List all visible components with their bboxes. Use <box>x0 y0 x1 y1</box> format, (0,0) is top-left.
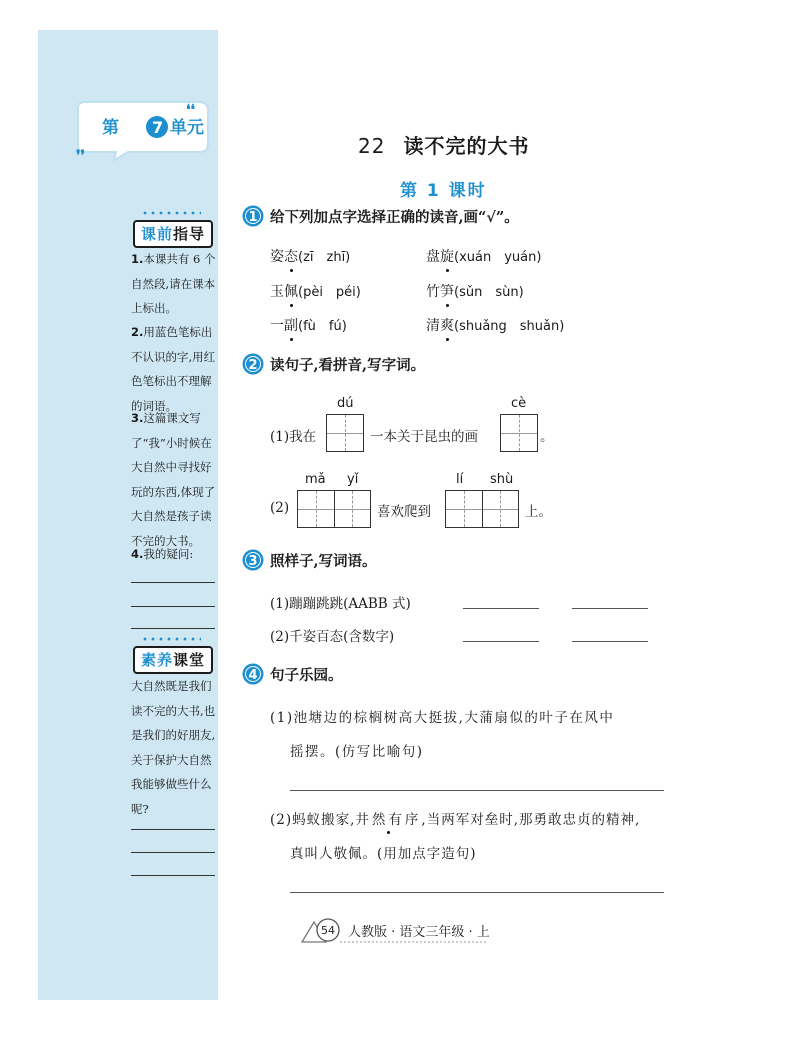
pinyin-hint: lí <box>456 472 464 487</box>
class-title-b: 课堂 <box>173 651 206 669</box>
q2-sentence-2-start: (2) <box>270 500 290 516</box>
q3-instruction: 照样子,写词语。 <box>270 553 377 570</box>
page-title <box>358 130 529 159</box>
pronunciation-option[interactable]: 清爽(shuǎng shuǎn) <box>426 315 564 335</box>
pinyin-hint: yǐ <box>347 472 359 487</box>
answer-line[interactable] <box>463 641 539 642</box>
dots-decoration <box>141 636 201 642</box>
dots-decoration <box>141 210 201 216</box>
footer-text: 人教版 · 语文三年级 · 上 <box>348 925 490 940</box>
page-footer <box>300 914 490 944</box>
unit-label-right: 单元 <box>170 118 204 138</box>
q4-item-2-line-1: (2)蚂蚁搬家,井然有序,当两军对垒时,那勇敢忠贞的精神, <box>270 808 640 828</box>
question-number-icon <box>241 352 265 376</box>
lesson-subtitle: 第 1 课时 <box>400 181 487 201</box>
guide-heading <box>133 214 213 244</box>
guide-title-a: 课前 <box>140 225 173 243</box>
class-text: 大自然既是我们读不完的大书,也是我们的好朋友,关于保护大自然我能够做些什么呢? <box>131 679 216 816</box>
q2-instruction: 读句子,看拼音,写字词。 <box>270 357 426 374</box>
q4-item-1-line-1: (1)池塘边的棕榈树高大挺拔,大蒲扇似的叶子在风中 <box>270 710 615 726</box>
answer-line[interactable] <box>131 582 215 583</box>
pinyin-hint: dú <box>337 396 354 411</box>
guide-item-1: 1.本课共有 6 个自然段,请在课本上标出。 <box>131 252 216 315</box>
q2-sentence-1-end: 。 <box>540 429 554 445</box>
answer-line[interactable] <box>131 628 215 629</box>
answer-line[interactable] <box>131 606 215 607</box>
svg-text:2: 2 <box>248 358 258 373</box>
unit-number: 7 <box>152 118 164 137</box>
answer-line[interactable] <box>572 641 648 642</box>
q3-item-1: (1)蹦蹦跳跳(AABB 式) <box>270 596 411 612</box>
q4-item-2-line-2: 真叫人敬佩。(用加点字造句) <box>290 846 477 862</box>
answer-line[interactable] <box>463 608 539 609</box>
svg-text:❜❜: ❜❜ <box>76 148 86 162</box>
pronunciation-option[interactable]: 一副(fù fú) <box>270 315 347 335</box>
unit-label-left: 第 <box>102 118 119 138</box>
lesson-number: 22 <box>358 134 386 158</box>
writing-box[interactable] <box>500 414 538 452</box>
svg-text:3: 3 <box>248 554 258 569</box>
answer-line[interactable] <box>290 892 664 893</box>
svg-text:❛❛: ❛❛ <box>186 102 196 118</box>
answer-line[interactable] <box>131 852 215 853</box>
q4-instruction: 句子乐园。 <box>270 667 343 684</box>
question-number-icon <box>241 548 265 572</box>
question-number-icon <box>241 662 265 686</box>
answer-line[interactable] <box>131 875 215 876</box>
pronunciation-option[interactable]: 姿态(zī zhī) <box>270 246 350 266</box>
unit-badge <box>68 100 218 162</box>
svg-text:1: 1 <box>248 210 258 225</box>
q2-sentence-1-start: (1)我在 <box>270 429 317 445</box>
q4-item-1-line-2: 摇摆。(仿写比喻句) <box>290 744 424 760</box>
pronunciation-option[interactable]: 竹笋(sǔn sùn) <box>426 281 524 301</box>
lesson-title: 读不完的大书 <box>403 134 530 158</box>
pinyin-hint: cè <box>511 396 527 411</box>
guide-item-2: 2.用蓝色笔标出不认识的字,用红色笔标出不理解的词语。 <box>131 325 216 413</box>
q3-item-2: (2)千姿百态(含数字) <box>270 629 395 645</box>
pronunciation-option[interactable]: 玉佩(pèi péi) <box>270 281 361 301</box>
svg-text:4: 4 <box>248 668 258 683</box>
answer-line[interactable] <box>131 829 215 830</box>
guide-item-3: 3.这篇课文写了“我”小时候在大自然中寻找好玩的东西,体现了大自然是孩子读不完的大书。 <box>131 411 216 548</box>
q1-instruction: 给下列加点字选择正确的读音,画“√”。 <box>270 209 519 226</box>
q2-sentence-2-end: 上。 <box>525 504 552 520</box>
question-number-icon <box>241 204 265 228</box>
pinyin-hint: shù <box>490 472 514 487</box>
guide-item-4: 4.我的疑问: <box>131 547 194 561</box>
class-heading <box>133 640 213 670</box>
answer-line[interactable] <box>572 608 648 609</box>
answer-line[interactable] <box>290 790 664 791</box>
q2-sentence-2-middle: 喜欢爬到 <box>377 504 431 520</box>
guide-title-b: 指导 <box>173 225 206 243</box>
q2-sentence-1-middle: 一本关于昆虫的画 <box>370 429 478 445</box>
page-number: 54 <box>321 924 335 937</box>
pronunciation-option[interactable]: 盘旋(xuán yuán) <box>426 246 541 266</box>
writing-box[interactable] <box>297 490 371 528</box>
writing-box[interactable] <box>326 414 364 452</box>
writing-box[interactable] <box>445 490 519 528</box>
class-title-a: 素养 <box>140 651 173 669</box>
pinyin-hint: mǎ <box>305 472 326 487</box>
